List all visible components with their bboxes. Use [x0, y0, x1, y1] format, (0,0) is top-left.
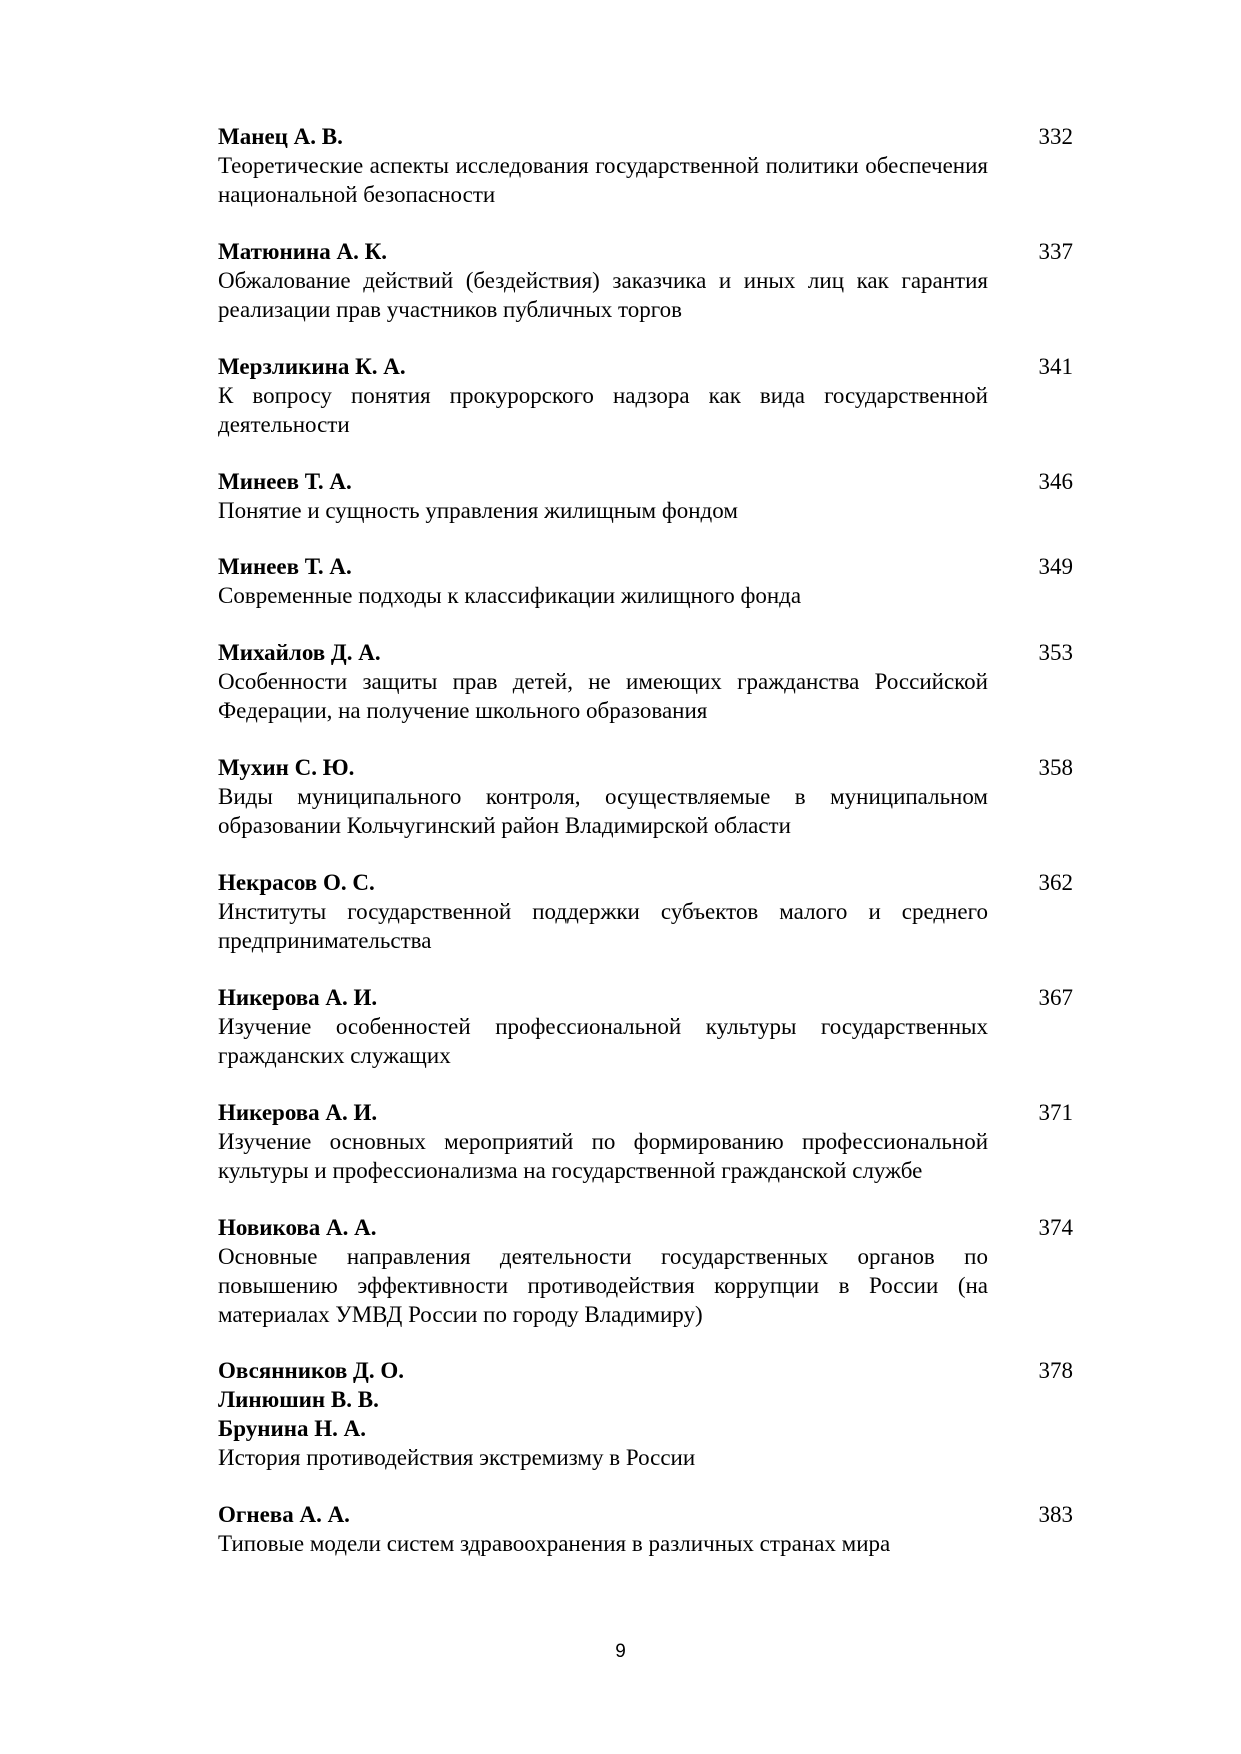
entry-title: Основные направления деятельности государственных органов по повышению эффективности противодействия коррупции в России (на материалах УМВД России по городу Владимиру)	[218, 1244, 988, 1327]
entry-page-number: 378	[1038, 1358, 1073, 1383]
entry-authors	[218, 552, 988, 581]
entry-authors	[218, 1500, 988, 1529]
toc-entry	[218, 237, 1073, 324]
page-number-footer: 9	[615, 1641, 626, 1662]
entry-page-number: 332	[1038, 124, 1073, 149]
toc-entry	[218, 467, 1073, 525]
entry-author: Михайлов Д. А.	[218, 640, 381, 665]
entry-page-number: 371	[1038, 1100, 1073, 1125]
toc-entry	[218, 1213, 1073, 1329]
entry-page-number: 367	[1038, 985, 1073, 1010]
entry-title: Типовые модели систем здравоохранения в различных странах мира	[218, 1531, 891, 1556]
entry-page-number: 383	[1038, 1502, 1073, 1527]
entry-page-number: 341	[1038, 354, 1073, 379]
entry-title: Изучение особенностей профессиональной культуры государственных гражданских служащих	[218, 1014, 988, 1068]
entry-authors	[218, 122, 988, 151]
entry-authors	[218, 352, 988, 381]
entry-title: Современные подходы к классификации жилищного фонда	[218, 583, 802, 608]
entry-authors	[218, 868, 988, 897]
entry-authors	[218, 983, 988, 1012]
entry-page-number: 346	[1038, 469, 1073, 494]
toc-entry	[218, 753, 1073, 840]
entry-authors	[218, 467, 988, 496]
entry-authors	[218, 1356, 988, 1443]
entry-title: Особенности защиты прав детей, не имеющих гражданства Российской Федерации, на получение школьного образования	[218, 669, 988, 723]
entry-title: Понятие и сущность управления жилищным фондом	[218, 498, 738, 523]
entry-page-number: 374	[1038, 1215, 1073, 1240]
entry-author: Овсянников Д. О.	[218, 1358, 405, 1383]
entry-title: История противодействия экстремизму в России	[218, 1445, 696, 1470]
entry-author: Минеев Т. А.	[218, 469, 352, 494]
entry-author: Матюнина А. К.	[218, 239, 388, 264]
table-of-contents	[218, 122, 1073, 1558]
entry-title: Институты государственной поддержки субъектов малого и среднего предпринимательства	[218, 899, 988, 953]
entry-page-number: 362	[1038, 870, 1073, 895]
entry-title: К вопросу понятия прокурорского надзора как вида государственной деятельности	[218, 383, 988, 437]
toc-entry	[218, 352, 1073, 439]
toc-entry	[218, 1500, 1073, 1558]
entry-author: Мерзликина К. А.	[218, 354, 406, 379]
entry-author: Мухин С. Ю.	[218, 755, 355, 780]
entry-title: Изучение основных мероприятий по формированию профессиональной культуры и профессионализма на государственной гражданской службе	[218, 1129, 988, 1183]
entry-author: Новикова А. А.	[218, 1215, 377, 1240]
entry-page-number: 337	[1038, 239, 1073, 264]
entry-authors	[218, 1213, 988, 1242]
toc-entry	[218, 1356, 1073, 1472]
entry-title: Обжалование действий (бездействия) заказчика и иных лиц как гарантия реализации прав участников публичных торгов	[218, 268, 988, 322]
entry-page-number: 349	[1038, 554, 1073, 579]
entry-author: Никерова А. И.	[218, 985, 378, 1010]
entry-authors	[218, 1098, 988, 1127]
entry-authors	[218, 753, 988, 782]
entry-author: Огнева А. А.	[218, 1502, 350, 1527]
entry-title: Виды муниципального контроля, осуществляемые в муниципальном образовании Кольчугинский район Владимирской области	[218, 784, 988, 838]
toc-entry	[218, 868, 1073, 955]
entry-page-number: 358	[1038, 755, 1073, 780]
entry-authors	[218, 237, 988, 266]
toc-entry	[218, 983, 1073, 1070]
entry-author: Брунина Н. А.	[218, 1416, 366, 1441]
entry-author: Минеев Т. А.	[218, 554, 352, 579]
entry-author: Никерова А. И.	[218, 1100, 378, 1125]
entry-author: Линюшин В. В.	[218, 1387, 379, 1412]
toc-entry	[218, 552, 1073, 610]
toc-entry	[218, 638, 1073, 725]
entry-author: Манец А. В.	[218, 124, 343, 149]
entry-author: Некрасов О. С.	[218, 870, 375, 895]
entry-title: Теоретические аспекты исследования государственной политики обеспечения национальной безопасности	[218, 153, 988, 207]
entry-authors	[218, 638, 988, 667]
toc-entry	[218, 1098, 1073, 1185]
entry-page-number: 353	[1038, 640, 1073, 665]
toc-entry	[218, 122, 1073, 209]
